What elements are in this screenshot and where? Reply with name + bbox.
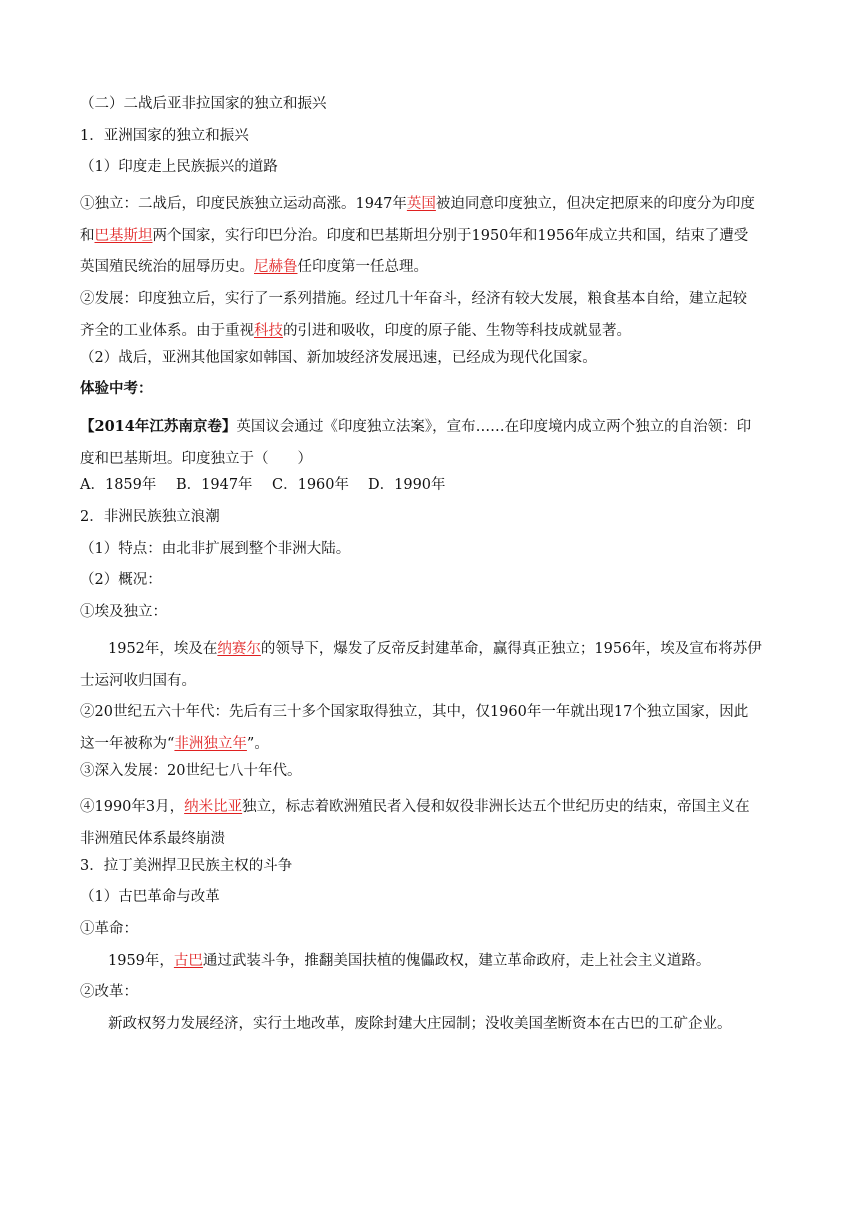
exam-options <box>80 475 780 507</box>
text-line: 齐全的工业体系。由于重视科技的引进和吸收，印度的原子能、生物等科技成就显著。 <box>80 322 631 339</box>
egypt-heading: ①埃及独立： <box>80 604 167 621</box>
text-line: ④1990年3月，纳米比亚独立，标志着欧洲殖民者入侵和奴役非洲长达五个世纪历史的结束，帝国主义在 <box>80 799 750 816</box>
exam-heading: 体验中考： <box>80 380 153 398</box>
text-line: 和巴基斯坦两个国家，实行印巴分治。印度和巴基斯坦分别于1950年和1956年成立共和国，结束了遭受 <box>80 227 749 244</box>
asia-heading: 1．亚洲国家的独立和振兴 <box>80 127 249 144</box>
reform-text: 新政权努力发展经济，实行土地改革，废除封建大庄园制；没收美国垄断资本在古巴的工矿企业。 <box>108 1016 732 1033</box>
africa-deep-development: ③深入发展：20世纪七八十年代。 <box>80 762 302 779</box>
revolution-heading: ①革命： <box>80 921 138 938</box>
africa-feature: （1）特点：由北非扩展到整个非洲大陆。 <box>80 540 351 557</box>
link-pakistan[interactable]: 巴基斯坦 <box>94 227 153 244</box>
text-line: 这一年被称为“非洲独立年”。 <box>80 735 269 752</box>
option-b: B．1947年 <box>176 477 253 494</box>
link-cuba[interactable]: 古巴 <box>173 952 203 969</box>
link-nehru[interactable]: 尼赫鲁 <box>254 259 298 276</box>
cuba-subheading: （1）古巴革命与改革 <box>80 889 220 906</box>
reform-heading: ②改革： <box>80 984 138 1001</box>
text-line: ②20世纪五六十年代：先后有三十多个国家取得独立，其中，仅1960年一年就出现17个独立国家，因此 <box>80 704 749 721</box>
text-line: 英国殖民统治的屈辱历史。尼赫鲁任印度第一任总理。 <box>80 259 428 276</box>
option-c: C．1960年 <box>272 477 349 494</box>
india-subheading: （1）印度走上民族振兴的道路 <box>80 159 278 176</box>
option-a: A．1859年 <box>80 477 157 494</box>
text-line: 非洲殖民体系最终崩溃 <box>80 831 225 847</box>
link-technology[interactable]: 科技 <box>254 322 283 339</box>
india-development-paragraph <box>80 284 780 347</box>
africa-overview: （2）概况： <box>80 572 162 589</box>
india-independence-paragraph <box>80 189 780 284</box>
text-line: 度和巴基斯坦。印度独立于（ ） <box>80 450 312 467</box>
text-line: ②发展：印度独立后，实行了一系列措施。经过几十年奋斗，经济有较大发展，粮食基本自给，建立起较 <box>80 291 747 308</box>
link-britain[interactable]: 英国 <box>406 196 436 213</box>
text-line: 1952年，埃及在纳赛尔的领导下，爆发了反帝反封建革命，赢得真正独立；1956年，埃及宣布将苏伊 <box>108 640 762 657</box>
text-line: ①独立：二战后，印度民族独立运动高涨。1947年英国被迫同意印度独立，但决定把原来的印度分为印度 <box>80 196 755 213</box>
africa-heading: 2．非洲民族独立浪潮 <box>80 509 220 526</box>
egypt-paragraph <box>80 634 780 697</box>
section-title: （二）二战后亚非拉国家的独立和振兴 <box>80 96 327 112</box>
namibia-paragraph <box>80 792 780 855</box>
link-namibia[interactable]: 纳米比亚 <box>184 799 243 816</box>
revolution-text: 1959年，古巴通过武装斗争，推翻美国扶植的傀儡政权，建立革命政府，走上社会主义道路。 <box>108 952 711 969</box>
link-nasser[interactable]: 纳赛尔 <box>217 640 261 657</box>
text-line: 士运河收归国有。 <box>80 672 196 689</box>
asia-other-countries: （2）战后，亚洲其他国家如韩国、新加坡经济发展迅速，已经成为现代化国家。 <box>80 349 597 366</box>
exam-question <box>80 411 780 475</box>
link-africa-year[interactable]: 非洲独立年 <box>174 735 247 752</box>
text-line: 【2014年江苏南京卷】英国议会通过《印度独立法案》，宣布……在印度境内成立两个独立的自治领：印 <box>80 417 752 435</box>
option-d: D．1990年 <box>368 477 446 494</box>
document-page <box>80 94 780 1046</box>
era-paragraph <box>80 697 780 760</box>
exam-source: 【2014年江苏南京卷】 <box>80 417 237 435</box>
latin-america-heading: 3．拉丁美洲捍卫民族主权的斗争 <box>80 857 293 874</box>
